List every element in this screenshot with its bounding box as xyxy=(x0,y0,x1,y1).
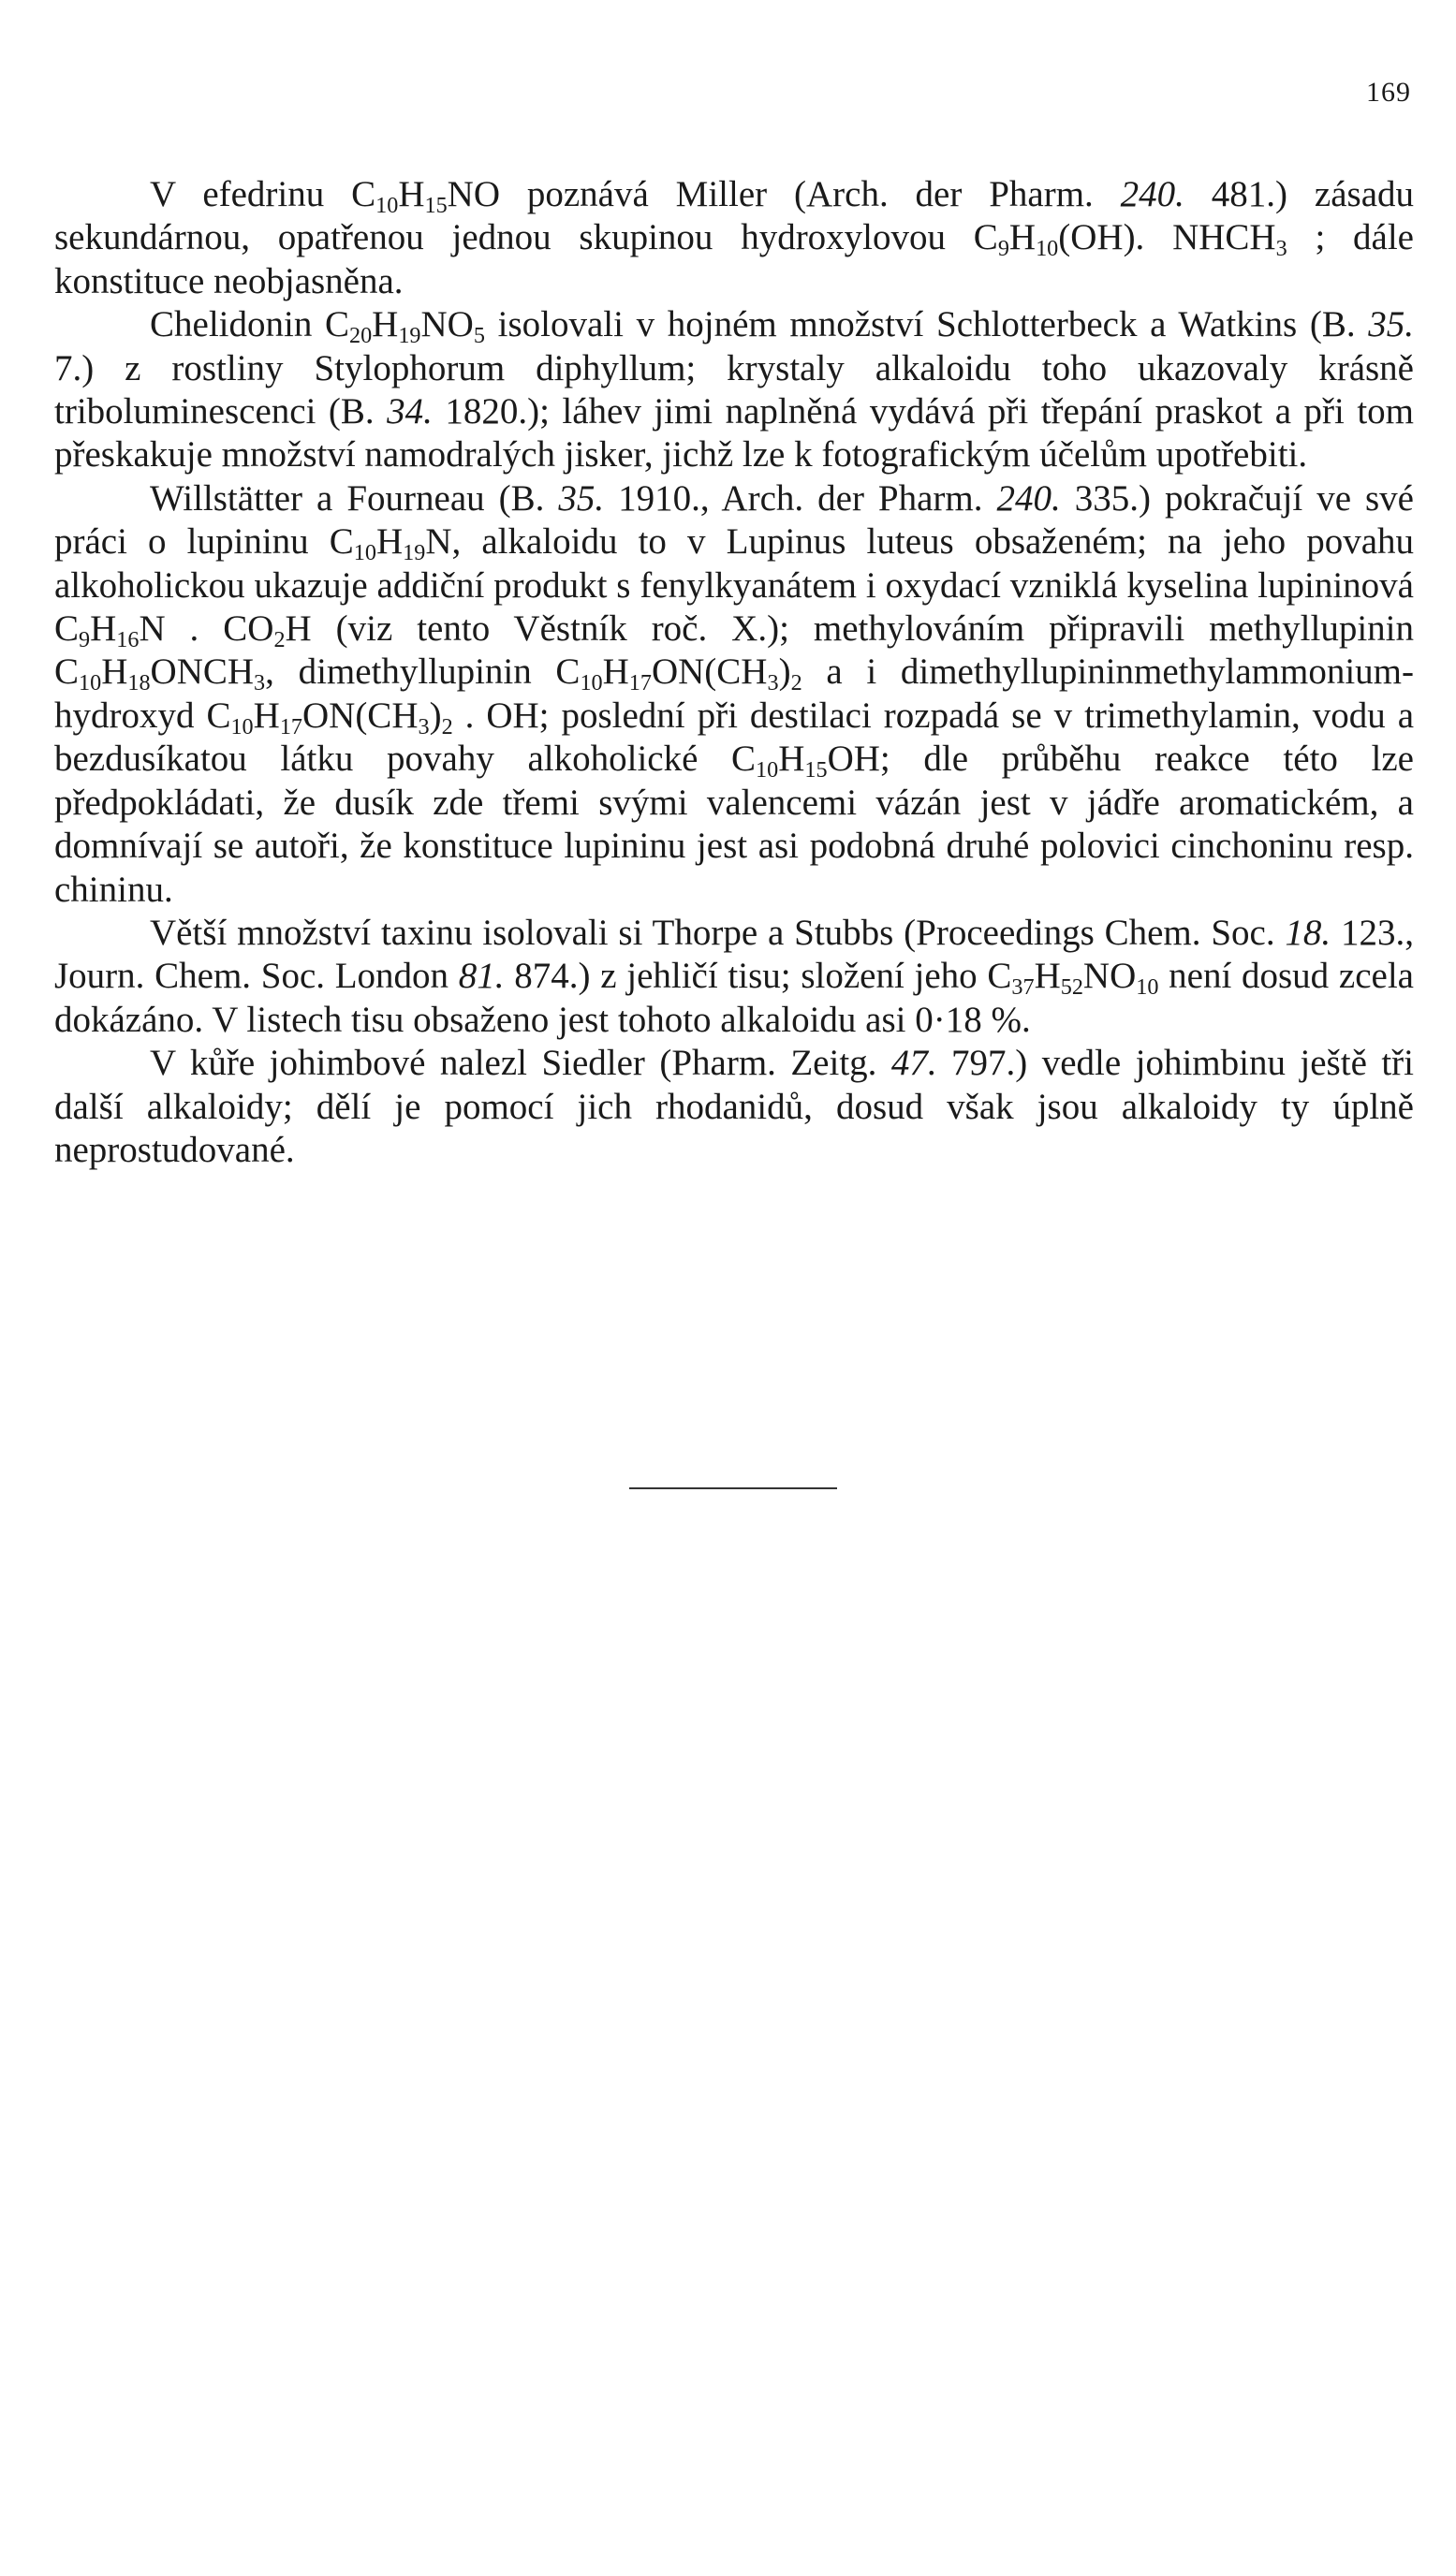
text-run: 1910., Arch. der Pharm. xyxy=(604,477,997,519)
subscript: 9 xyxy=(79,626,91,652)
text-run: H xyxy=(375,521,404,563)
text-run: 874.) z jehličí tisu; složení jeho C xyxy=(504,956,1012,997)
text-run: V efedrinu C xyxy=(150,174,376,214)
citation-volume: 34. xyxy=(387,391,433,432)
text-run: 7.) z rostliny Stylophorum diphyllum; krystaly alkaloidu toho ukazovaly krásně triboluminescenci (B. xyxy=(54,347,1414,432)
text-run: 335.) pokračují ve své práci o lupininu C xyxy=(54,477,1414,563)
subscript: 9 xyxy=(997,236,1009,262)
text-run: není dosud zcela dokázáno. V listech tisu obsaženo jest tohoto alkaloidu asi 0·18 %. xyxy=(54,956,1414,1040)
subscript: 10 xyxy=(756,757,779,783)
subscript: 10 xyxy=(1136,974,1159,1001)
text-run: NO xyxy=(420,304,474,345)
citation-volume: 81. xyxy=(458,956,505,997)
text-run: ONCH xyxy=(150,651,255,693)
subscript: 16 xyxy=(116,626,140,652)
subscript: 15 xyxy=(424,192,448,218)
subscript: 17 xyxy=(279,713,302,739)
paragraph-johimbin xyxy=(54,1042,1414,1172)
text-run: . OH; poslední při destilaci rozpadá se v trimethylamin, vodu a bezdusíkatou látku povahy alkoholické C xyxy=(54,695,1415,780)
paragraph-taxin xyxy=(54,912,1414,1042)
subscript: 2 xyxy=(790,670,802,696)
text-run: NO poznává Miller (Arch. der Pharm. xyxy=(447,174,1121,214)
subscript: 3 xyxy=(254,670,266,696)
subscript: 15 xyxy=(804,757,828,783)
subscript: 10 xyxy=(580,670,603,696)
paragraph-lupinin xyxy=(54,477,1414,912)
citation-volume: 240. xyxy=(1120,174,1184,214)
text-run: Větší množství taxinu isolovali si Thorpe a Stubbs (Proceedings Chem. Soc. xyxy=(150,912,1286,953)
text-run: Chelidonin C xyxy=(150,304,349,345)
text-run: isolovali v hojném množství Schlotterbeck a Watkins (B. xyxy=(484,304,1369,345)
text-run: ) xyxy=(778,651,791,693)
text-run: H xyxy=(101,651,128,693)
paragraph-chelidonin xyxy=(54,303,1414,477)
page-number: 169 xyxy=(1366,77,1411,108)
subscript: 18 xyxy=(127,670,151,696)
body-text xyxy=(54,173,1414,1172)
end-rule xyxy=(629,1487,837,1489)
text-run: ; dále konstituce neobjasněna. xyxy=(54,217,1414,301)
subscript: 19 xyxy=(398,322,421,348)
subscript: 17 xyxy=(628,670,652,696)
subscript: 19 xyxy=(403,540,426,566)
subscript: 52 xyxy=(1060,974,1083,1001)
text-run: H xyxy=(253,695,280,736)
text-run: ON(CH xyxy=(651,651,768,693)
text-run: NO xyxy=(1082,956,1137,997)
subscript: 10 xyxy=(79,670,102,696)
text-run: N, alkaloidu to v Lupinus luteus obsaženém; na jeho povahu alkoholickou ukazuje addiční produkt s fenylkyanátem i oxydací vzniklá kyselina lupininová C xyxy=(54,521,1414,650)
text-run: H (viz tento Věstník roč. X.); methylováním připravili methyllupinin C xyxy=(54,608,1414,693)
citation-volume: 18. xyxy=(1285,912,1331,953)
subscript: 3 xyxy=(767,670,779,696)
subscript: 3 xyxy=(1275,236,1287,262)
text-run: H xyxy=(778,739,805,780)
text-run: 1820.); láhev jimi naplněná vydává při třepání praskot a při tom přeskakuje množství namodralých jisker, jichž lze k fotografickým účelům upotřebiti. xyxy=(54,391,1414,476)
subscript: 10 xyxy=(1036,236,1059,262)
text-run: , dimethyllupinin C xyxy=(265,651,581,693)
text-run: a i dimethyllupininmethylammonium-hydroxyd C xyxy=(54,651,1414,736)
text-run: N . CO xyxy=(139,608,274,650)
citation-volume: 35. xyxy=(558,477,605,519)
citation-volume: 47. xyxy=(890,1043,937,1084)
text-run: Willstätter a Fourneau (B. xyxy=(150,477,559,519)
text-run: V kůře johimbové nalezl Siedler (Pharm. Zeitg. xyxy=(150,1043,891,1084)
text-run: H xyxy=(602,651,629,693)
text-run: H xyxy=(1008,217,1037,258)
text-run: 797.) vedle johimbinu ještě tři další alkaloidy; dělí je pomocí jich rhodanidů, dosud však jsou alkaloidy ty úplně neprostudované. xyxy=(54,1043,1414,1170)
text-run: (OH). NHCH xyxy=(1058,217,1276,258)
subscript: 10 xyxy=(230,713,254,739)
text-run: OH; dle průběhu reakce této lze předpokládati, že dusík zde třemi svými valencemi vázán jest v jádře aromatickém, a domnívají se autoři, že konstituce lupininu jest asi podobná druhé polovici cinchoninu resp. chininu. xyxy=(54,739,1414,910)
text-run: ON(CH xyxy=(301,695,419,736)
subscript: 10 xyxy=(353,540,376,566)
subscript: 20 xyxy=(349,322,373,348)
subscript: 37 xyxy=(1011,974,1035,1001)
subscript: 10 xyxy=(375,192,399,218)
text-run: ) xyxy=(429,695,442,736)
subscript: 5 xyxy=(473,322,485,348)
text-run: 123., Journ. Chem. Soc. London xyxy=(54,912,1414,997)
text-run: H xyxy=(1034,956,1061,997)
subscript: 3 xyxy=(418,713,430,739)
citation-volume: 240. xyxy=(996,477,1061,519)
paragraph-efedrin xyxy=(54,173,1414,303)
subscript: 2 xyxy=(273,626,286,652)
subscript: 2 xyxy=(441,713,453,739)
citation-volume: 35. xyxy=(1368,304,1414,345)
text-run: H xyxy=(90,608,117,650)
text-run: 481.) zásadu sekundárnou, opatřenou jednou skupinou hydroxylovou C xyxy=(54,174,1414,258)
text-run: H xyxy=(398,174,425,214)
text-run: H xyxy=(372,304,399,345)
